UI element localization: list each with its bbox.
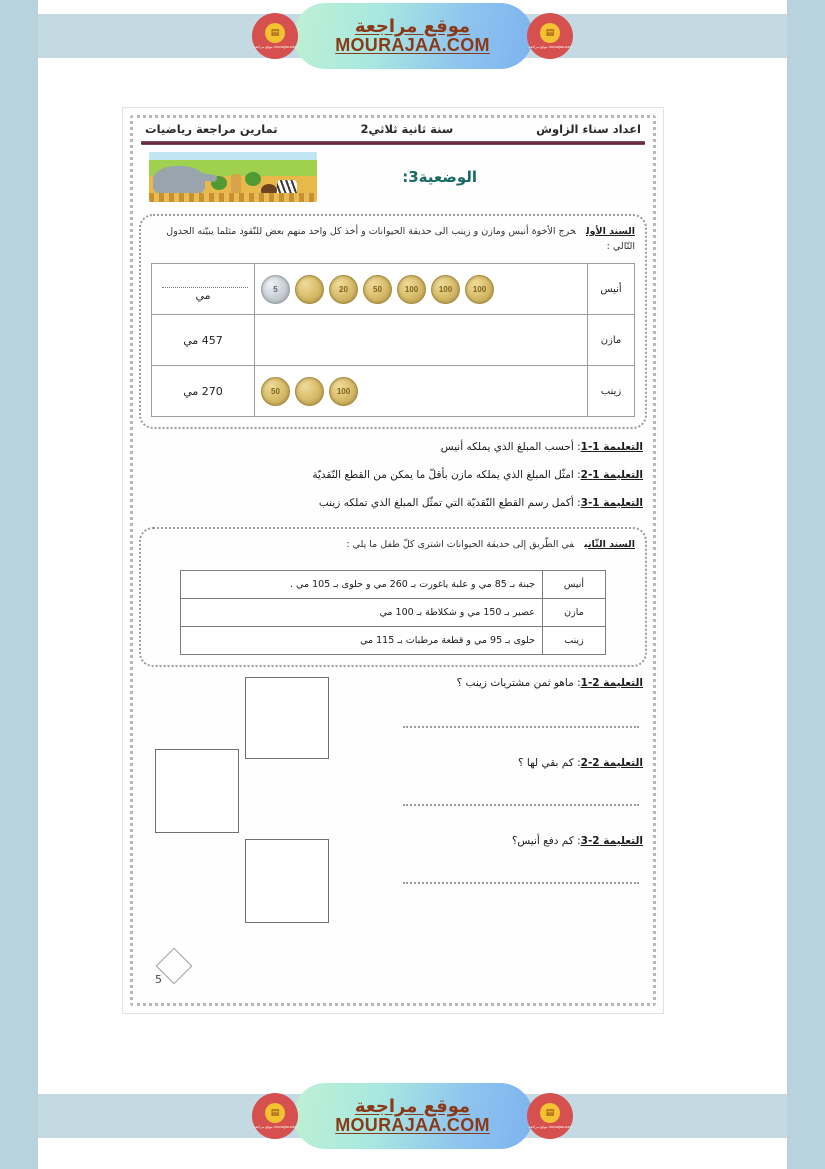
coin-5: 5	[261, 275, 290, 304]
table-row	[181, 571, 606, 599]
instruction-2-2	[383, 757, 643, 769]
answer-line-2[interactable]	[403, 803, 639, 806]
banner-url-text[interactable]: MOURAJAA.COM	[335, 35, 490, 55]
page-title: الوضعية3:	[402, 168, 477, 186]
instruction-text: : أحسب المبلغ الذي يملكه أنيس	[440, 441, 581, 454]
row-name: أنيس	[542, 571, 605, 599]
instruction-1-2	[143, 467, 643, 485]
row-coins	[255, 366, 588, 417]
source-one-text: خرج الأخوة أنيس ومازن و زينب الى حديقة الحيوانات و أخذ كل واحد منهم بعض للنّقود مثلما يبيّنه الجدول التّالي :	[166, 226, 635, 253]
coin-100: 100	[465, 275, 494, 304]
coin-50: 50	[261, 377, 290, 406]
banner-pill	[293, 1083, 533, 1149]
instruction-1-3	[143, 495, 643, 513]
banner-url-text[interactable]: MOURAJAA.COM	[335, 1115, 490, 1135]
instruction-label: التعليمة 1-2	[580, 469, 643, 482]
bottom-promo-banner	[38, 1080, 787, 1152]
source-one-section	[139, 214, 647, 429]
instruction-1-1	[143, 439, 643, 457]
row-name: مازن	[588, 315, 635, 366]
instruction-text: : أكمل رسم القطع النّقديّة التي تمثّل المبلغ الذي تملكه زينب	[318, 497, 581, 510]
row-amount: 457 مي	[152, 315, 255, 366]
coin-10	[295, 377, 324, 406]
work-box-2[interactable]	[155, 749, 239, 833]
work-box-1[interactable]	[245, 677, 329, 759]
site-logo-right-icon	[527, 1093, 573, 1139]
logo-book-glyph: ▤	[265, 23, 285, 43]
answers-area	[139, 677, 647, 939]
site-logo-left-icon	[252, 1093, 298, 1139]
logo-book-glyph: ▤	[540, 1103, 560, 1123]
banner-pill	[293, 3, 533, 69]
answer-line-1[interactable]	[403, 725, 639, 728]
top-promo-banner	[38, 0, 787, 72]
money-table	[151, 263, 635, 417]
row-name: مازن	[542, 599, 605, 627]
document-header	[139, 122, 647, 136]
row-items: حلوى بـ 95 مي و قطعة مرطبات بـ 115 مي	[181, 627, 543, 655]
coin-100: 100	[329, 377, 358, 406]
instruction-text: : كم دفع أنيس؟	[511, 835, 581, 848]
source-two-paragraph	[151, 537, 635, 552]
site-logo-left-icon	[252, 13, 298, 59]
instruction-label: التعليمة 2-2	[580, 757, 643, 770]
amount-dotted-line	[162, 278, 248, 288]
header-author: اعداد سناء الزاوش	[536, 122, 641, 136]
coin-group	[261, 275, 581, 304]
logo-caption: موقع مراجعة mourajaa.com	[253, 1124, 297, 1129]
table-row	[181, 599, 606, 627]
logo-caption: موقع مراجعة mourajaa.com	[528, 1124, 572, 1129]
header-level: سنة ثانية ثلاثي2	[360, 122, 454, 136]
table-row	[152, 264, 635, 315]
savanna-illustration	[149, 152, 317, 202]
coin-20: 20	[329, 275, 358, 304]
header-subject: تمارين مراجعة رياضيات	[145, 122, 278, 136]
instruction-text: : ماهو ثمن مشتريات زينب ؟	[456, 677, 581, 690]
row-coins	[255, 264, 588, 315]
answer-line-3[interactable]	[403, 881, 639, 884]
header-rule	[141, 141, 645, 145]
instruction-label: التعليمة 2-3	[580, 835, 643, 848]
logo-caption: موقع مراجعة mourajaa.com	[253, 44, 297, 49]
instruction-2-1	[383, 677, 643, 689]
logo-book-glyph: ▤	[265, 1103, 285, 1123]
row-items: جبنة بـ 85 مي و علبة ياغورت بـ 260 مي و حلوى بـ 105 مي .	[181, 571, 543, 599]
amount-unit: مي	[195, 289, 211, 303]
coin-10	[295, 275, 324, 304]
banner-arabic-text: موقع مراجعة	[354, 1095, 471, 1117]
instruction-label: التعليمة 1-3	[580, 497, 643, 510]
source-one-paragraph	[151, 224, 635, 254]
banner-arabic-text: موقع مراجعة	[354, 15, 471, 37]
instruction-text: : كم بقي لها ؟	[517, 757, 581, 770]
row-amount: 270 مي	[152, 366, 255, 417]
work-box-3[interactable]	[245, 839, 329, 923]
row-coins-empty[interactable]	[255, 315, 588, 366]
row-name: أنيس	[588, 264, 635, 315]
purchases-table	[180, 570, 606, 655]
logo-caption: موقع مراجعة mourajaa.com	[528, 44, 572, 49]
site-logo-right-icon	[527, 13, 573, 59]
table-row	[152, 366, 635, 417]
source-two-text: في الطّريق إلى حديقة الحيوانات اشترى كلّ طفل ما يلي :	[346, 538, 575, 550]
title-row	[139, 152, 647, 210]
coin-50: 50	[363, 275, 392, 304]
row-name: زينب	[542, 627, 605, 655]
instruction-label: التعليمة 1-1	[580, 441, 643, 454]
worksheet-page	[122, 107, 664, 1014]
source-two-label: السند الثّاني	[584, 538, 635, 550]
row-amount-blank[interactable]	[152, 264, 255, 315]
logo-book-glyph: ▤	[540, 23, 560, 43]
coin-100: 100	[431, 275, 460, 304]
table-row	[181, 627, 606, 655]
instruction-2-3	[383, 835, 643, 847]
row-name: زينب	[588, 366, 635, 417]
source-one-label: السند الأول	[586, 226, 635, 237]
page-number-mark	[147, 951, 203, 997]
coin-group	[261, 377, 581, 406]
row-items: عصير بـ 150 مي و شكلاطة بـ 100 مي	[181, 599, 543, 627]
source-two-section	[139, 527, 647, 667]
coin-100: 100	[397, 275, 426, 304]
page-number: 5	[155, 973, 162, 986]
instruction-label: التعليمة 2-1	[580, 677, 643, 690]
instruction-text: : امثّل المبلغ الذي يملكه مازن بأقلّ ما يمكن من القطع النّقديّة	[312, 469, 581, 482]
table-row	[152, 315, 635, 366]
